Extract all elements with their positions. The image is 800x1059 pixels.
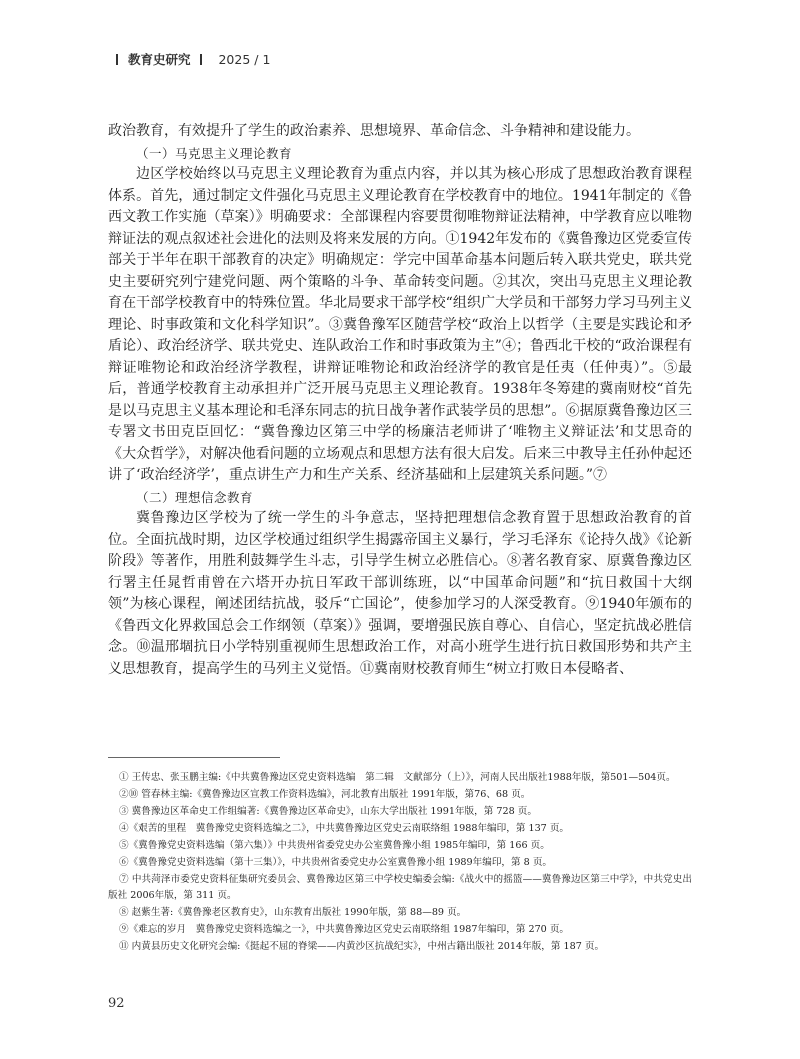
paragraph-marxist-theory: 边区学校始终以马克思主义理论教育为重点内容，并以其为核心形成了思想政治教育课程体系。首先，通过制定文件强化马克思主义理论教育在学校教育中的地位。1941年制定的《鲁西文教工作实施（草案）》明确要求：全部课程内容要贯彻唯物辩证法精神，中学教育应以唯物辩证法的观点叙述社会进化的法则及将来发展的方向。①1942年发布的《冀鲁豫边区党委宣传部关于半年在职干部教育的决定》明确规定：学完中国革命基本问题后转入联共党史，联共党史主要研究列宁建党问题、两个策略的斗争、革命转变问题。②其次，突出马克思主义理论教育在干部学校教育中的特殊位置。华北局要求干部学校“组织广大学员和干部努力学习马列主义理论、时事政策和文化科学知识”。③冀鲁豫军区随营学校“政治上以哲学（主要是实践论和矛盾论）、政治经济学、联共党史、连队政治工作和时事政策为主”④；鲁西北干校的“政治课程有辩证唯物论和政治经济学教程，讲辩证唯物论和政治经济学的教官是任夷（任仲夷）”。⑤最后，普通学校教育主动承担并广泛开展马克思主义理论教育。1938年冬筹建的冀南财校“首先是以马克思主义基本理论和毛泽东同志的抗日战争著作武装学员的思想”。⑥据原冀鲁豫边区三专署文书田克臣回忆：“冀鲁豫边区第三中学的杨廉洁老师讲了‘唯物主义辩证法’和艾思奇的《大众哲学》，对解决他看问题的立场观点和思想方法有很大启发。后来三中教导主任孙仲起还讲了‘政治经济学’，重点讲生产力和生产关系、经济基础和上层建筑关系问题。”⑦ bbox=[108, 166, 692, 483]
footnote: ⑧ 赵紫生著:《冀鲁豫老区教育史》，山东教育出版社 1990年版，第 88—89 页。 bbox=[119, 907, 467, 918]
footnote: ① 王传忠、张玉鹏主编:《中共冀鲁豫边区党史资料选编 第二辑 文献部分（上）》，河南人民出版社1988年版，第501—504页。 bbox=[119, 772, 676, 783]
footnote-divider bbox=[108, 757, 280, 758]
footnote: ②⑩ 管春林主编:《冀鲁豫边区宣教工作资料选编》，河北教育出版社 1991年版，第76、68 页。 bbox=[119, 789, 531, 800]
footnote: ⑪ 内黄县历史文化研究会编:《挺起不屈的脊梁——内黄沙区抗战纪实》，中州古籍出版社 2014年版，第 187 页。 bbox=[119, 941, 605, 952]
section-heading-marxist-theory: （一）马克思主义理论教育 bbox=[136, 145, 293, 161]
header-bar-left bbox=[116, 54, 118, 65]
issue-number: 2025 / 1 bbox=[218, 52, 271, 67]
footnote: ③ 冀鲁豫边区革命史工作组编著:《冀鲁豫边区革命史》，山东大学出版社 1991年版，第 728 页。 bbox=[119, 806, 537, 817]
page-number: 92 bbox=[108, 996, 125, 1011]
footnote: ⑨《难忘的岁月 冀鲁豫党史资料选编之一》，中共冀鲁豫边区党史云南联络组 1987年编印，第 270 页。 bbox=[119, 924, 570, 935]
paragraph-ideals-beliefs: 冀鲁豫边区学校为了统一学生的斗争意志，坚持把理想信念教育置于思想政治教育的首位。全面抗战时期，边区学校通过组织学生揭露帝国主义暴行，学习毛泽东《论持久战》《论新阶段》等著作，用胜利鼓舞学生斗志，引导学生树立必胜信心。⑧著名教育家、原冀鲁豫边区行署主任晁哲甫曾在六塔开办抗日军政干部训练班，以“中国革命问题”和“抗日救国十大纲领”为核心课程，阐述团结抗战，驳斥“亡国论”，使参加学习的人深受教育。⑨1940年颁布的《鲁西文化界救国总会工作纲领（草案）》强调，要增强民族自尊心、自信心，坚定抗战必胜信念。⑩温邢堌抗日小学特别重视师生思想政治工作，对高小班学生进行抗日救国形势和共产主义思想教育，提高学生的马列主义觉悟。⑪冀南财校教育师生“树立打败日本侵略者、 bbox=[108, 510, 692, 677]
paragraph-continuation: 政治教育，有效提升了学生的政治素养、思想境界、革命信念、斗争精神和建设能力。 bbox=[108, 123, 640, 139]
running-header bbox=[116, 50, 270, 68]
footnotes bbox=[108, 770, 692, 956]
section-heading-ideals-beliefs: （二）理想信念教育 bbox=[136, 489, 254, 505]
journal-title: 教育史研究 bbox=[127, 52, 191, 67]
footnote: ④《艰苦的里程 冀鲁豫党史资料选编之二》，中共冀鲁豫边区党史云南联络组 1988年编印，第 137 页。 bbox=[119, 823, 570, 834]
article-body bbox=[108, 121, 692, 680]
footnote: ⑦ 中共菏泽市委党史资料征集研究委员会、冀鲁豫边区第三中学校史编委会编:《战火中的摇篮——冀鲁豫边区第三中学》，中共党史出版社 2006年版，第 311 页。 bbox=[108, 874, 692, 901]
footnote: ⑥《冀鲁豫党史资料选编（第十三集）》，中共贵州省委党史办公室冀鲁豫小组 1989年编印，第 8 页。 bbox=[119, 857, 553, 868]
header-bar-right bbox=[200, 54, 202, 65]
footnote: ⑤《冀鲁豫党史资料选编（第六集）》中共贵州省委党史办公室冀鲁豫小组 1985年编印，第 166 页。 bbox=[119, 840, 550, 851]
